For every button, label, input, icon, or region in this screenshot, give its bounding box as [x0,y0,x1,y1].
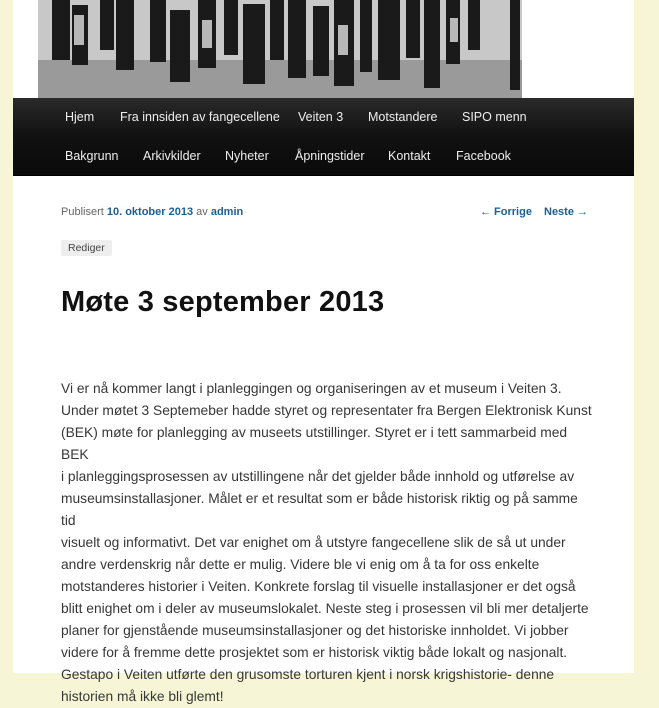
nav-item-fra-innsiden[interactable]: Fra innsiden av fangecellene [120,110,280,124]
body-line: Gestapo i Veiten utførte den grusomste torturen kjent i norsk krigshistorie- denne [61,667,555,682]
nav-row-2 [13,137,634,176]
nav-item-arkivkilder[interactable]: Arkivkilder [143,149,201,163]
body-line: motstanderes historier i Veiten. Konkrete forslag til visuelle installasjoner er det også [61,579,576,594]
prev-post-link[interactable]: ← Forrige [480,206,532,218]
post-meta [61,206,243,218]
body-line: historien må ikke bli glemt! [61,689,224,704]
post-title: Møte 3 september 2013 [61,286,385,318]
post-body [61,378,595,708]
author-link[interactable]: admin [210,206,244,218]
edit-button[interactable]: Rediger [61,240,112,256]
nav-item-sipo-menn[interactable]: SIPO menn [462,110,527,124]
nav-item-nyheter[interactable]: Nyheter [225,149,269,163]
body-line: museumsinstallasjoner. Målet er et resultat som er både historisk riktig og på samme tid [61,491,578,528]
body-line: Vi er nå kommer langt i planleggingen og organiseringen av et museum i Veiten 3. [61,381,562,396]
nav-row-1 [13,98,634,137]
nav-item-motstandere[interactable]: Motstandere [368,110,438,124]
nav-item-facebook[interactable]: Facebook [456,149,511,163]
nav-item-veiten-3[interactable]: Veiten 3 [298,110,344,124]
nav-item-kontakt[interactable]: Kontakt [388,149,431,163]
header-photo [38,0,522,98]
nav-item-bakgrunn[interactable]: Bakgrunn [65,149,119,163]
next-post-link[interactable]: Neste → [544,206,589,218]
body-line: blitt enighet om i deler av museumslokalet. Neste steg i prosessen vil bli mer detaljerte [61,601,589,616]
body-line: (BEK) møte for planlegging av museets utstillinger. Styret er i tett sammarbeid med BEK [61,425,568,462]
nav-item-hjem[interactable]: Hjem [65,110,95,124]
published-label: Publisert [61,206,104,218]
body-line: videre for å fremme dette prosjektet som er historisk viktig både lokalt og nasjonalt. [61,645,568,660]
post-date-link[interactable]: 10. oktober 2013 [106,206,194,218]
body-line: andre verdenskrig når dette er mulig. Videre ble vi enig om å ta for oss enkelte [61,557,540,572]
main-navigation [13,98,634,176]
body-line: planer for gjenstående museumsinstallasjoner og det historiske innholdet. Vi jobber [61,623,569,638]
nav-item-apningstider[interactable]: Åpningstider [295,149,365,163]
body-line: i planleggingsprosessen av utstillingene når det gjelder både innhold og utførelse av [61,469,575,484]
body-line: visuelt og informativt. Det var enighet om å utstyre fangecellene slik de så ut under [61,535,566,550]
body-line: Under møtet 3 Septemeber hadde styret og representater fra Bergen Elektronisk Kunst [61,403,592,418]
by-label: av [196,206,208,218]
